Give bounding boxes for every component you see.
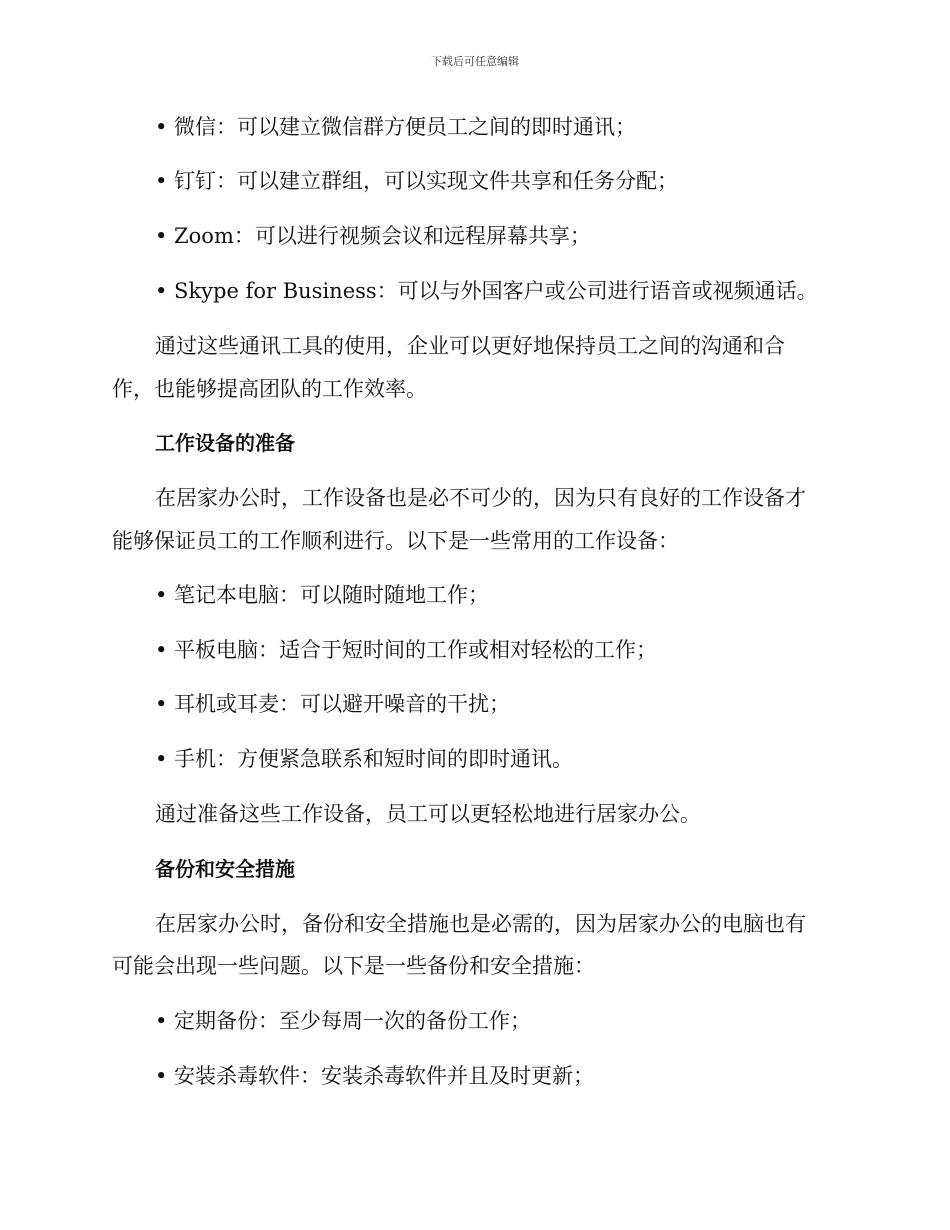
comm-summary-line-2: 作，也能够提高团队的工作效率。 <box>112 377 427 401</box>
list-item-dingtalk: • 钉钉：可以建立群组，可以实现文件共享和任务分配； <box>155 169 679 193</box>
equipment-intro-line-1: 在居家办公时，工作设备也是必不可少的，因为只有良好的工作设备才 <box>155 486 806 510</box>
backup-intro-line-1: 在居家办公时，备份和安全措施也是必需的，因为居家办公的电脑也有 <box>155 912 806 936</box>
list-item-wechat: • 微信：可以建立微信群方便员工之间的即时通讯； <box>155 115 637 139</box>
section-heading-backup: 备份和安全措施 <box>155 857 295 881</box>
list-item-backup: • 定期备份：至少每周一次的备份工作； <box>155 1009 532 1033</box>
equipment-intro-line-2: 能够保证员工的工作顺利进行。以下是一些常用的工作设备： <box>112 529 679 553</box>
comm-summary-line-1: 通过这些通讯工具的使用，企业可以更好地保持员工之间的沟通和合 <box>155 334 785 358</box>
list-item-skype: • Skype for Business：可以与外国客户或公司进行语音或视频通话。 <box>155 279 818 303</box>
list-item-tablet: • 平板电脑：适合于短时间的工作或相对轻松的工作； <box>155 638 658 662</box>
list-item-zoom: • Zoom：可以进行视频会议和远程屏幕共享； <box>155 224 591 248</box>
list-item-phone: • 手机：方便紧急联系和短时间的即时通讯。 <box>155 747 574 771</box>
section-heading-equipment: 工作设备的准备 <box>155 431 295 455</box>
backup-intro-line-2: 可能会出现一些问题。以下是一些备份和安全措施： <box>112 954 595 978</box>
list-item-antivirus: • 安装杀毒软件：安装杀毒软件并且及时更新； <box>155 1064 595 1088</box>
equipment-summary: 通过准备这些工作设备，员工可以更轻松地进行居家办公。 <box>155 802 701 826</box>
list-item-laptop: • 笔记本电脑：可以随时随地工作； <box>155 583 490 607</box>
page-header: 下载后可任意编辑 <box>431 55 519 68</box>
list-item-headset: • 耳机或耳麦：可以避开噪音的干扰； <box>155 692 511 716</box>
